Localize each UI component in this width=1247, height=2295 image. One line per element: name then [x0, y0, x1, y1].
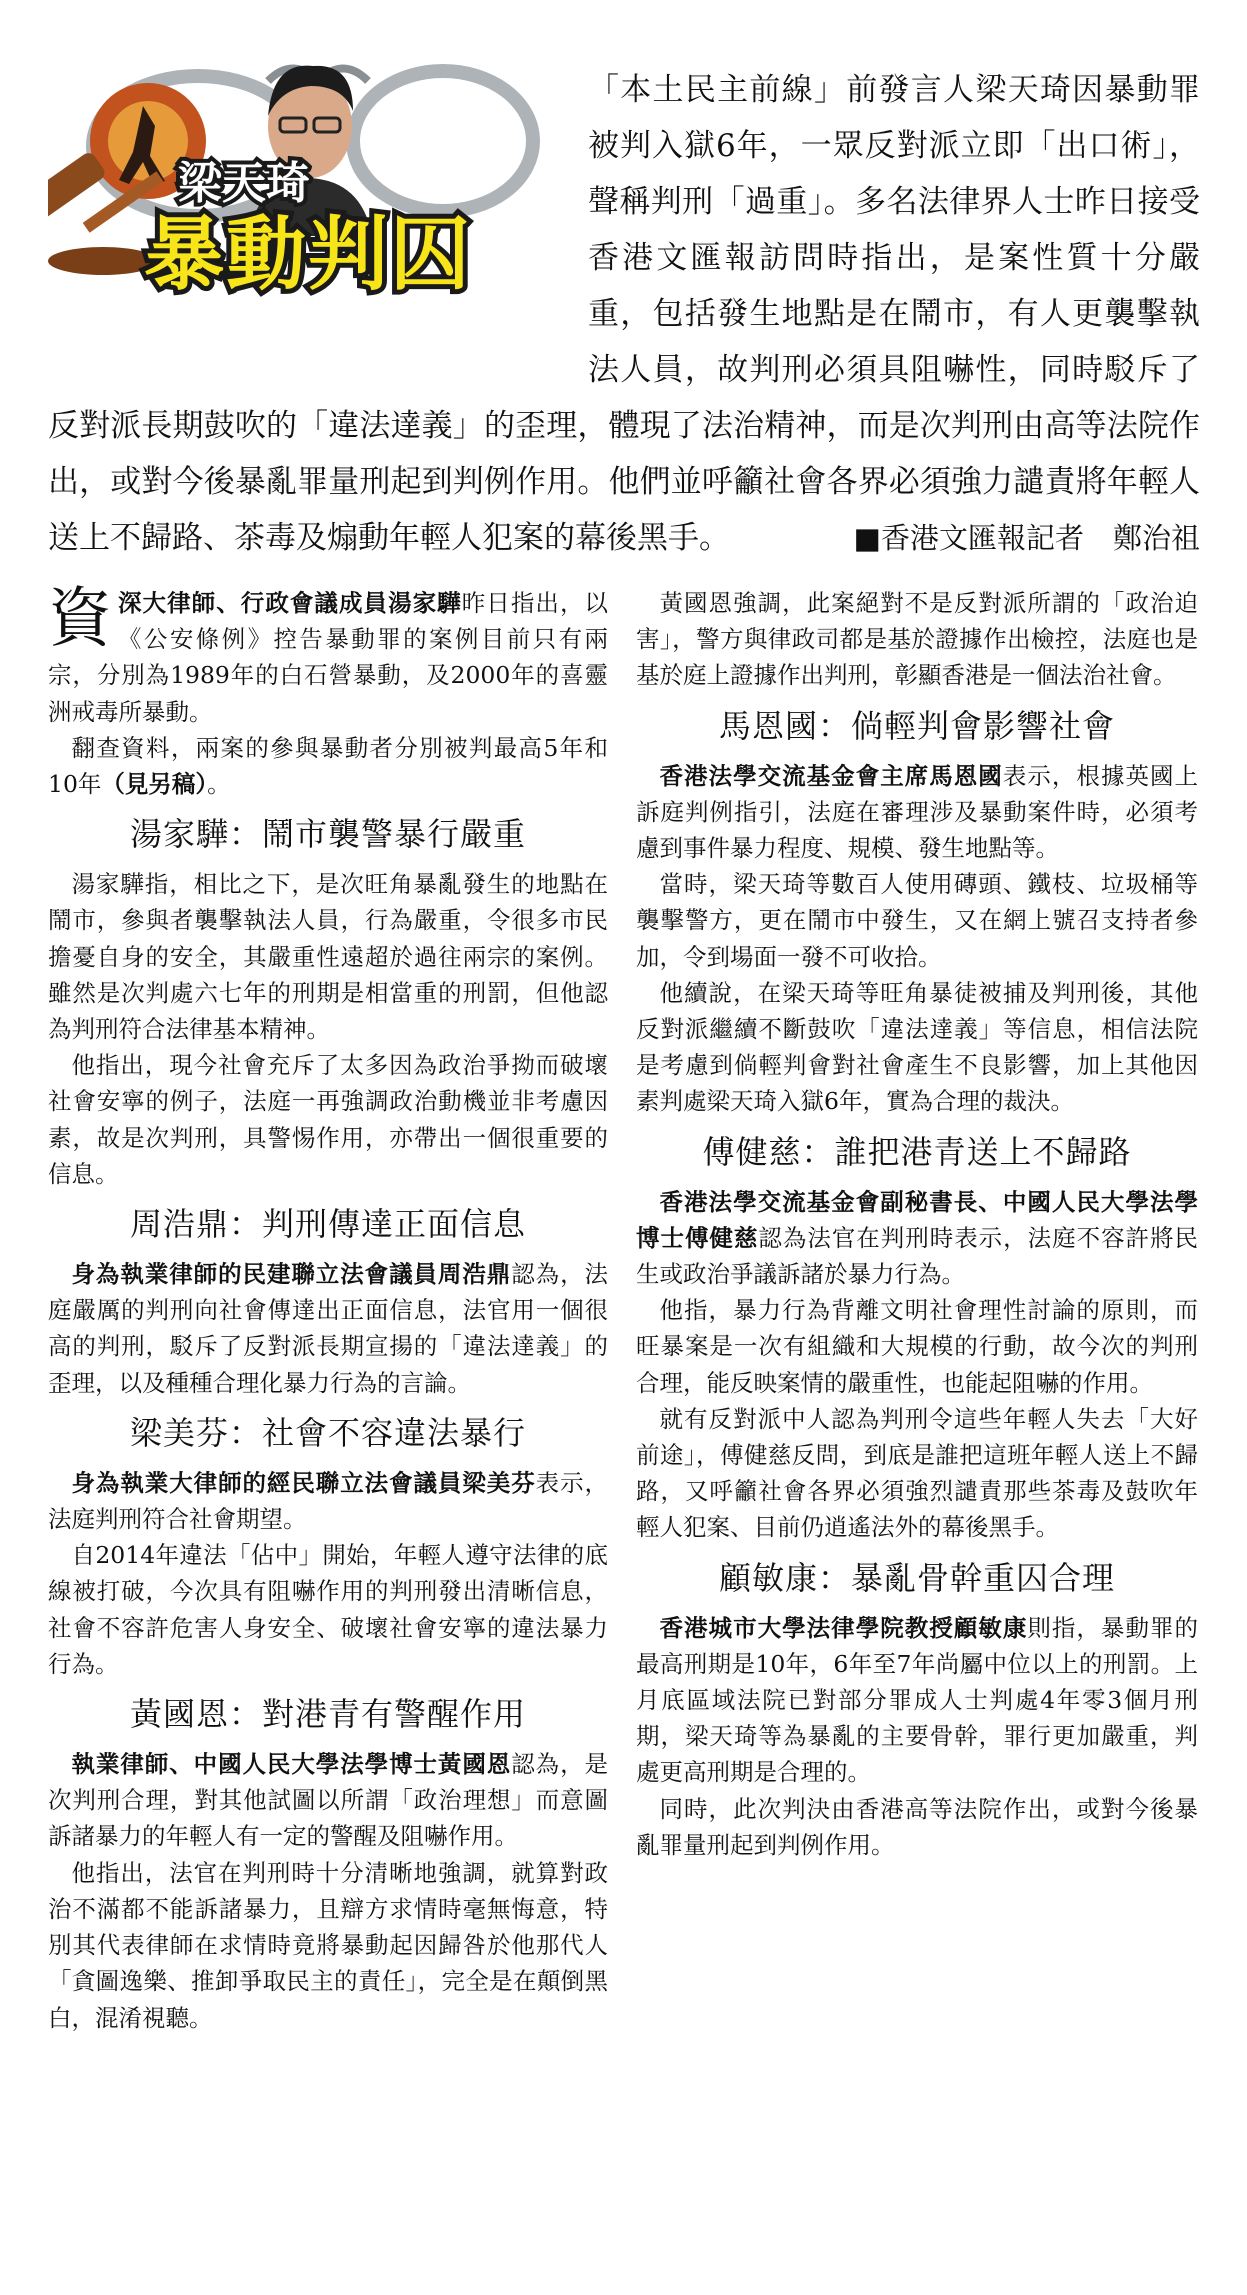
left-column — [48, 582, 609, 2036]
drop-cap: 資 — [48, 582, 112, 656]
paragraph: 香港法學交流基金會副秘書長、中國人民大學法學博士傅健慈認為法官在判刑時表示，法庭不容許將民生或政治爭議訴諸於暴力行為。 — [636, 1187, 1199, 1289]
section-heading: 馬恩國：倘輕判會影響社會 — [718, 706, 1115, 745]
paragraph: 香港法學交流基金會主席馬恩國表示，根據英國上訴庭判例指引，法庭在審理涉及暴動案件時，必須考慮到事件暴力程度、規模、發生地點等。 — [636, 761, 1199, 863]
intro-paragraph: 資深大律師、行政會議成員湯家驊昨日指出，以《公安條例》控告暴動罪的案例目前只有兩宗，分別為1989年的白石營暴動，及2000年的喜靈洲戒毒所暴動。 — [48, 582, 609, 726]
paragraph: 執業律師、中國人民大學法學博士黃國恩認為，是次判刑合理，對其他試圖以所謂「政治理想」而意圖訴諸暴力的年輕人有一定的警醒及阻嚇作用。 — [48, 1750, 609, 1851]
banner-name: 梁天琦 — [178, 158, 310, 209]
paragraph: 他指出，法官在判刑時十分清晰地強調，就算對政治不滿都不能訴諸暴力，且辯方求情時毫無悔意，特別其代表律師在求情時竟將暴動起因歸咎於他那代人「貪圖逸樂、推卸爭取民主的責任」，完全是在顛倒黑白，混淆視聽。 — [48, 1858, 608, 2032]
byline: ■香港文匯報記者 鄭治祖 — [853, 521, 1200, 555]
section-heading: 周浩鼎：判刑傳達正面信息 — [129, 1205, 526, 1244]
section-heading: 梁美芬：社會不容違法暴行 — [129, 1413, 526, 1452]
banner-title: 暴動判囚 — [144, 208, 472, 301]
section-heading: 顧敏康：暴亂骨幹重囚合理 — [718, 1558, 1115, 1597]
section-heading: 湯家驊：鬧市襲警暴行嚴重 — [129, 815, 526, 854]
paragraph: 香港城市大學法律學院教授顧敏康則指，暴動罪的最高刑期是10年，6年至7年尚屬中位以上的刑罰。上月底區域法院已對部分罪成人士判處4年零3個月刑期，梁天琦等為暴亂的主要骨幹，罪行更加嚴重，判處更高刑期是合理的。 — [636, 1613, 1199, 1787]
section-heading: 傅健慈：誰把港青送上不歸路 — [702, 1132, 1132, 1171]
paragraph: 他指出，現今社會充斥了太多因為政治爭拗而破壞社會安寧的例子，法庭一再強調政治動機並非考慮因素，故是次判刑，具警惕作用，亦帶出一個很重要的信息。 — [48, 1051, 608, 1188]
right-column — [636, 585, 1198, 1863]
lead-paragraph — [48, 62, 1200, 566]
paragraph: 他指，暴力行為背離文明社會理性討論的原則，而旺暴案是一次有組織和大規模的行動，故今次的判刑合理，能反映案情的嚴重性，也能起阻嚇的作用。 — [636, 1296, 1198, 1397]
section-heading: 黃國恩：對港青有警醒作用 — [129, 1695, 526, 1734]
paragraph: 身為執業律師的民建聯立法會議員周浩鼎認為，法庭嚴厲的判刑向社會傳達出正面信息，法官用一個很高的判刑，駁斥了反對派長期宣揚的「違法達義」的歪理，以及種種合理化暴力行為的言論。 — [48, 1260, 609, 1397]
paragraph: 翻查資料，兩案的參與暴動者分別被判最高5年和10年（見另稿）。 — [48, 733, 608, 799]
paragraph: 自2014年違法「佔中」開始，年輕人遵守法律的底線被打破，今次具有阻嚇作用的判刑發出清晰信息，社會不容許危害人身安全、破壞社會安寧的違法暴力行為。 — [48, 1541, 608, 1678]
lead-text: 「本土民主前線」前發言人梁天琦因暴動罪被判入獄6年，一眾反對派立即「出口術」，聲稱判刑「過重」。多名法律界人士昨日接受香港文匯報訪問時指出，是案性質十分嚴重，包括發生地點是在鬧市，有人更襲擊執法人員，故判刑必須具阻嚇性，同時駁斥了反對派長期鼓吹的「違法達義」的歪理，體現了法治精神，而是次判刑由高等法院作出，或對今後暴亂罪量刑起到判例作用。他們並呼籲社會各界必須強力譴責將年輕人送上不歸路、茶毒及煽動年輕人犯案的幕後黑手。 — [48, 72, 1200, 556]
see-other-article: （見另稿） — [101, 770, 208, 799]
paragraph: 同時，此次判決由香港高等法院作出，或對今後暴亂罪量刑起到判例作用。 — [636, 1794, 1198, 1859]
paragraph: 湯家驊指，相比之下，是次旺角暴亂發生的地點在鬧市，參與者襲擊執法人員，行為嚴重，令很多市民擔憂自身的安全，其嚴重性遠超於過往兩宗的案例。雖然是次判處六七年的刑期是相當重的刑罰，但他認為判刑符合法律基本精神。 — [48, 870, 608, 1044]
paragraph: 當時，梁天琦等數百人使用磚頭、鐵枝、垃圾桶等襲擊警方，更在鬧市中發生，又在網上號召支持者參加，令到場面一發不可收拾。 — [636, 870, 1198, 971]
paragraph: 黃國恩強調，此案絕對不是反對派所謂的「政治迫害」，警方與律政司都是基於證據作出檢控，法庭也是基於庭上證據作出判刑，彰顯香港是一個法治社會。 — [636, 589, 1198, 690]
paragraph: 身為執業大律師的經民聯立法會議員梁美芬表示，法庭判刑符合社會期望。 — [48, 1468, 609, 1534]
paragraph: 他續說，在梁天琦等旺角暴徒被捕及判刑後，其他反對派繼續不斷鼓吹「違法達義」等信息，相信法院是考慮到倘輕判會對社會產生不良影響，加上其他因素判處梁天琦入獄6年，實為合理的裁決。 — [636, 978, 1198, 1116]
paragraph: 就有反對派中人認為判刑令這些年輕人失去「大好前途」，傅健慈反問，到底是誰把這班年輕人送上不歸路，又呼籲社會各界必須強烈譴責那些茶毒及鼓吹年輕人犯案、目前仍逍遙法外的幕後黑手。 — [636, 1404, 1198, 1542]
